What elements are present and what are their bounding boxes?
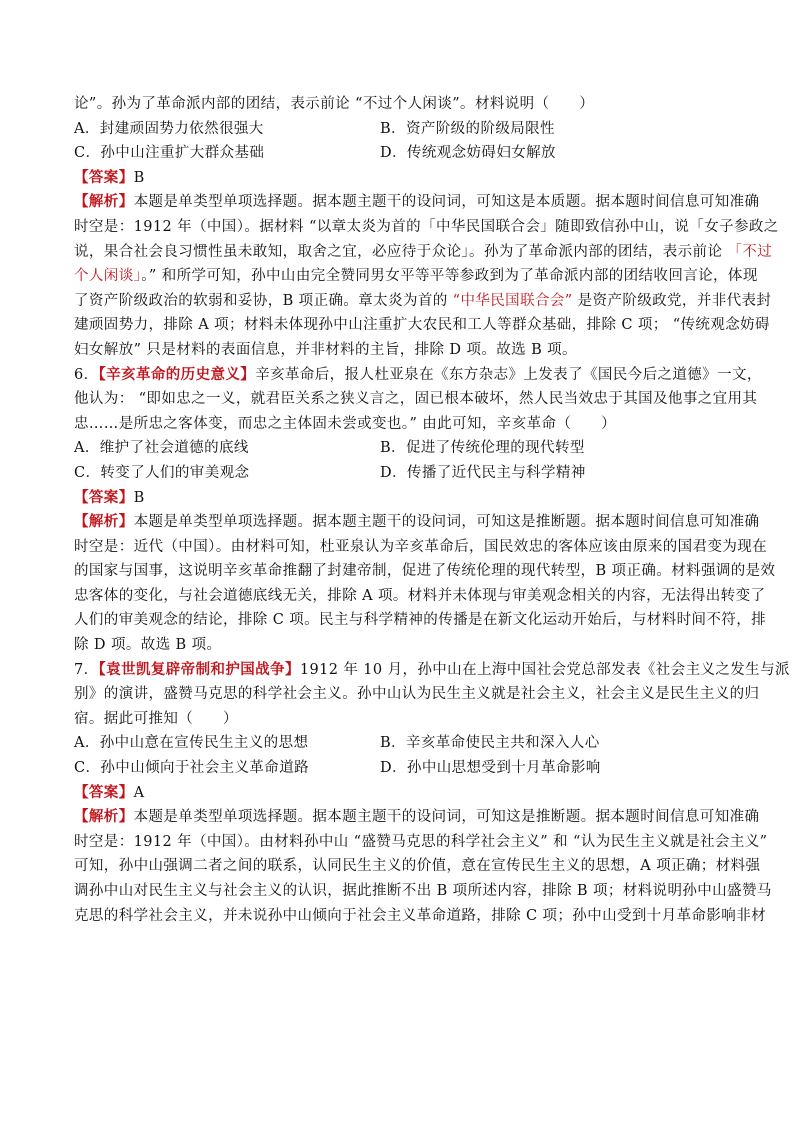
q6-analysis-line [74,510,760,535]
analysis-highlight: 「不过 [727,243,773,260]
analysis-text: 。” 和所学可知，孙中山由完全赞同男女平等平等参政到为了革命派内部的团结收回言论，体现 [141,268,758,285]
answer-value: A [133,784,145,801]
q6-option-b: B．促进了传统伦理的现代转型 [380,440,585,457]
question-tag: 【袁世凯复辟帝制和护国战争】 [98,660,300,678]
q5-analysis-line: 妇女解放” 只是材料的表面信息，并非材料的主旨，排除 D 项。故选 B 项。 [74,341,577,358]
q5-analysis-line [74,264,758,289]
answer-value: B [133,169,145,186]
q7-stem-line: 别》的演讲，盛赞马克思的科学社会主义。孙中山认为民生主义就是社会主义，社会主义是民生主义的归 [74,686,760,703]
q6-option-d: D．传播了近代民主与科学精神 [380,464,586,481]
q7-option-d: D．孙中山思想受到十月革命影响 [380,760,601,777]
analysis-label: 【解析】 [74,513,134,531]
q7-options-row [74,731,722,756]
q5-answer [74,166,722,191]
analysis-text: 说，果合社会良习惯性虽未敢知，取舍之宜，必应待于众论」。孙为了革命派内部的团结，表示前论 [74,243,728,260]
analysis-text: 本题是单类型单项选择题。据本题主题干的设问词，可知这是本质题。据本题时间信息可知准确 [133,194,760,211]
question-tag: 【辛亥革命的历史意义】 [98,365,256,383]
q6-analysis-line: 的国家与国事，这说明辛亥革命推翻了封建帝制，促进了传统伦理的现代转型，B 项正确。材料强调的是效 [74,563,776,580]
q5-stem-line: 论”。孙为了革命派内部的团结，表示前论 “不过个人闲谈”。材料说明（ ） [74,96,595,112]
analysis-text: 本题是单类型单项选择题。据本题主题干的设问词，可知这是推断题。据本题时间信息可知准确 [133,514,760,531]
q6-stem-line: 他认为： “即如忠之一义，就君臣关系之狭义言之，固已根本破坏，然人民当效忠于其国及他事之宜用其 [74,391,758,408]
q6-stem-line: 忠……是所忠之客体变，而忠之主体固未尝或变也。” 由此可知，辛亥革命（ ） [74,415,616,432]
q7-option-c: C．孙中山倾向于社会主义革命道路 [74,760,309,777]
q7-stem-line: 宿。据此可推知（ ） [74,710,238,727]
document-content [74,92,790,928]
analysis-text: 是资产阶级政党，并非代表封 [572,292,772,309]
q5-options-row [74,141,722,166]
q6-analysis-line: 人们的审美观念的结论，排除 C 项。民主与科学精神的传播是在新文化运动开始后，与材料时间不符，排 [74,612,767,629]
q5-option-b: B．资产阶级的阶级局限性 [380,120,555,137]
q5-analysis-line: 建顽固势力，排除 A 项；材料未体现孙中山注重扩大农民和工人等群众基础，排除 C 项； “传统观念妨碍 [74,317,770,334]
q7-answer [74,781,722,806]
q6-answer [74,486,722,511]
stem-text: 辛亥革命后，报人杜亚泉在《东方杂志》上发表了《国民今后之道德》一文， [255,366,762,383]
q5-options-row [74,117,722,142]
q5-analysis-line [74,190,760,215]
q5-option-c: C．孙中山注重扩大群众基础 [74,145,265,162]
q6-analysis-line: 忠客体的变化，与社会道德底线无关，排除 A 项。材料并未体现与审美观念相关的内容，无法得出转变了 [74,587,766,604]
q5-option-a: A．封建顽固势力依然很强大 [74,120,264,137]
analysis-highlight: 个人闲谈」 [74,268,142,285]
analysis-label: 【解析】 [74,193,134,211]
analysis-label: 【解析】 [74,808,134,826]
analysis-highlight: “中华民国联合会” [452,292,573,309]
q6-options-row [74,461,722,486]
analysis-text: 本题是单类型单项选择题。据本题主题干的设问词，可知这是推断题。据本题时间信息可知准确 [133,809,760,826]
q6-option-c: C．转变了人们的审美观念 [74,464,250,481]
q5-option-d: D．传统观念妨碍妇女解放 [380,145,556,162]
q7-option-b: B．辛亥革命使民主共和深入人心 [380,735,600,752]
answer-value: B [133,489,145,506]
answer-label: 【答案】 [74,488,134,506]
q7-analysis-line [74,805,760,830]
stem-text: 1912 年 10 月，孙中山在上海中国社会党总部发表《社会主义之发生与派 [299,661,790,678]
q6-analysis-line: 除 D 项。故选 B 项。 [74,637,222,654]
q7-analysis-line: 调孙中山对民生主义与社会主义的认识，据此推断不出 B 项所述内容，排除 B 项；材料说明孙中山盛赞马 [74,883,772,899]
answer-label: 【答案】 [74,168,134,186]
q6-option-a: A．维护了社会道德的底线 [74,440,249,457]
q7-options-row [74,756,722,781]
q6-analysis-line: 时空是：近代（中国）。由材料可知，杜亚泉认为辛亥革命后，国民效忠的客体应该由原来的国君变为现在 [74,538,768,555]
answer-label: 【答案】 [74,783,134,801]
question-number: 6． [74,366,99,383]
analysis-text: 了资产阶级政治的软弱和妥协，B 项正确。章太炎为首的 [74,292,453,309]
q7-stem-line [74,658,790,683]
q7-analysis-line: 可知，孙中山强调二者之间的联系，认同民生主义的价值，意在宣传民生主义的思想，A 项正确；材料强 [74,858,761,875]
question-number: 7． [74,661,99,678]
q6-stem-line [74,363,762,388]
q6-options-row [74,436,722,461]
q5-analysis-line [74,240,773,265]
q7-analysis-line: 时空是：1912 年（中国）。由材料孙中山 “盛赞马克思的科学社会主义” 和 “认为民生主义就是社会主义” [74,833,768,850]
q5-analysis-line: 时空是：1912 年（中国）。据材料 “以章太炎为首的「中华民国联合会」随即致信孙中山，说「女子参政之 [74,218,779,235]
q7-analysis-line: 克思的科学社会主义，并未说孙中山倾向于社会主义革命道路，排除 C 项；孙中山受到十月革命影响非材 [74,907,767,924]
q5-analysis-line [74,289,772,314]
q7-option-a: A．孙中山意在宣传民生主义的思想 [74,735,309,752]
